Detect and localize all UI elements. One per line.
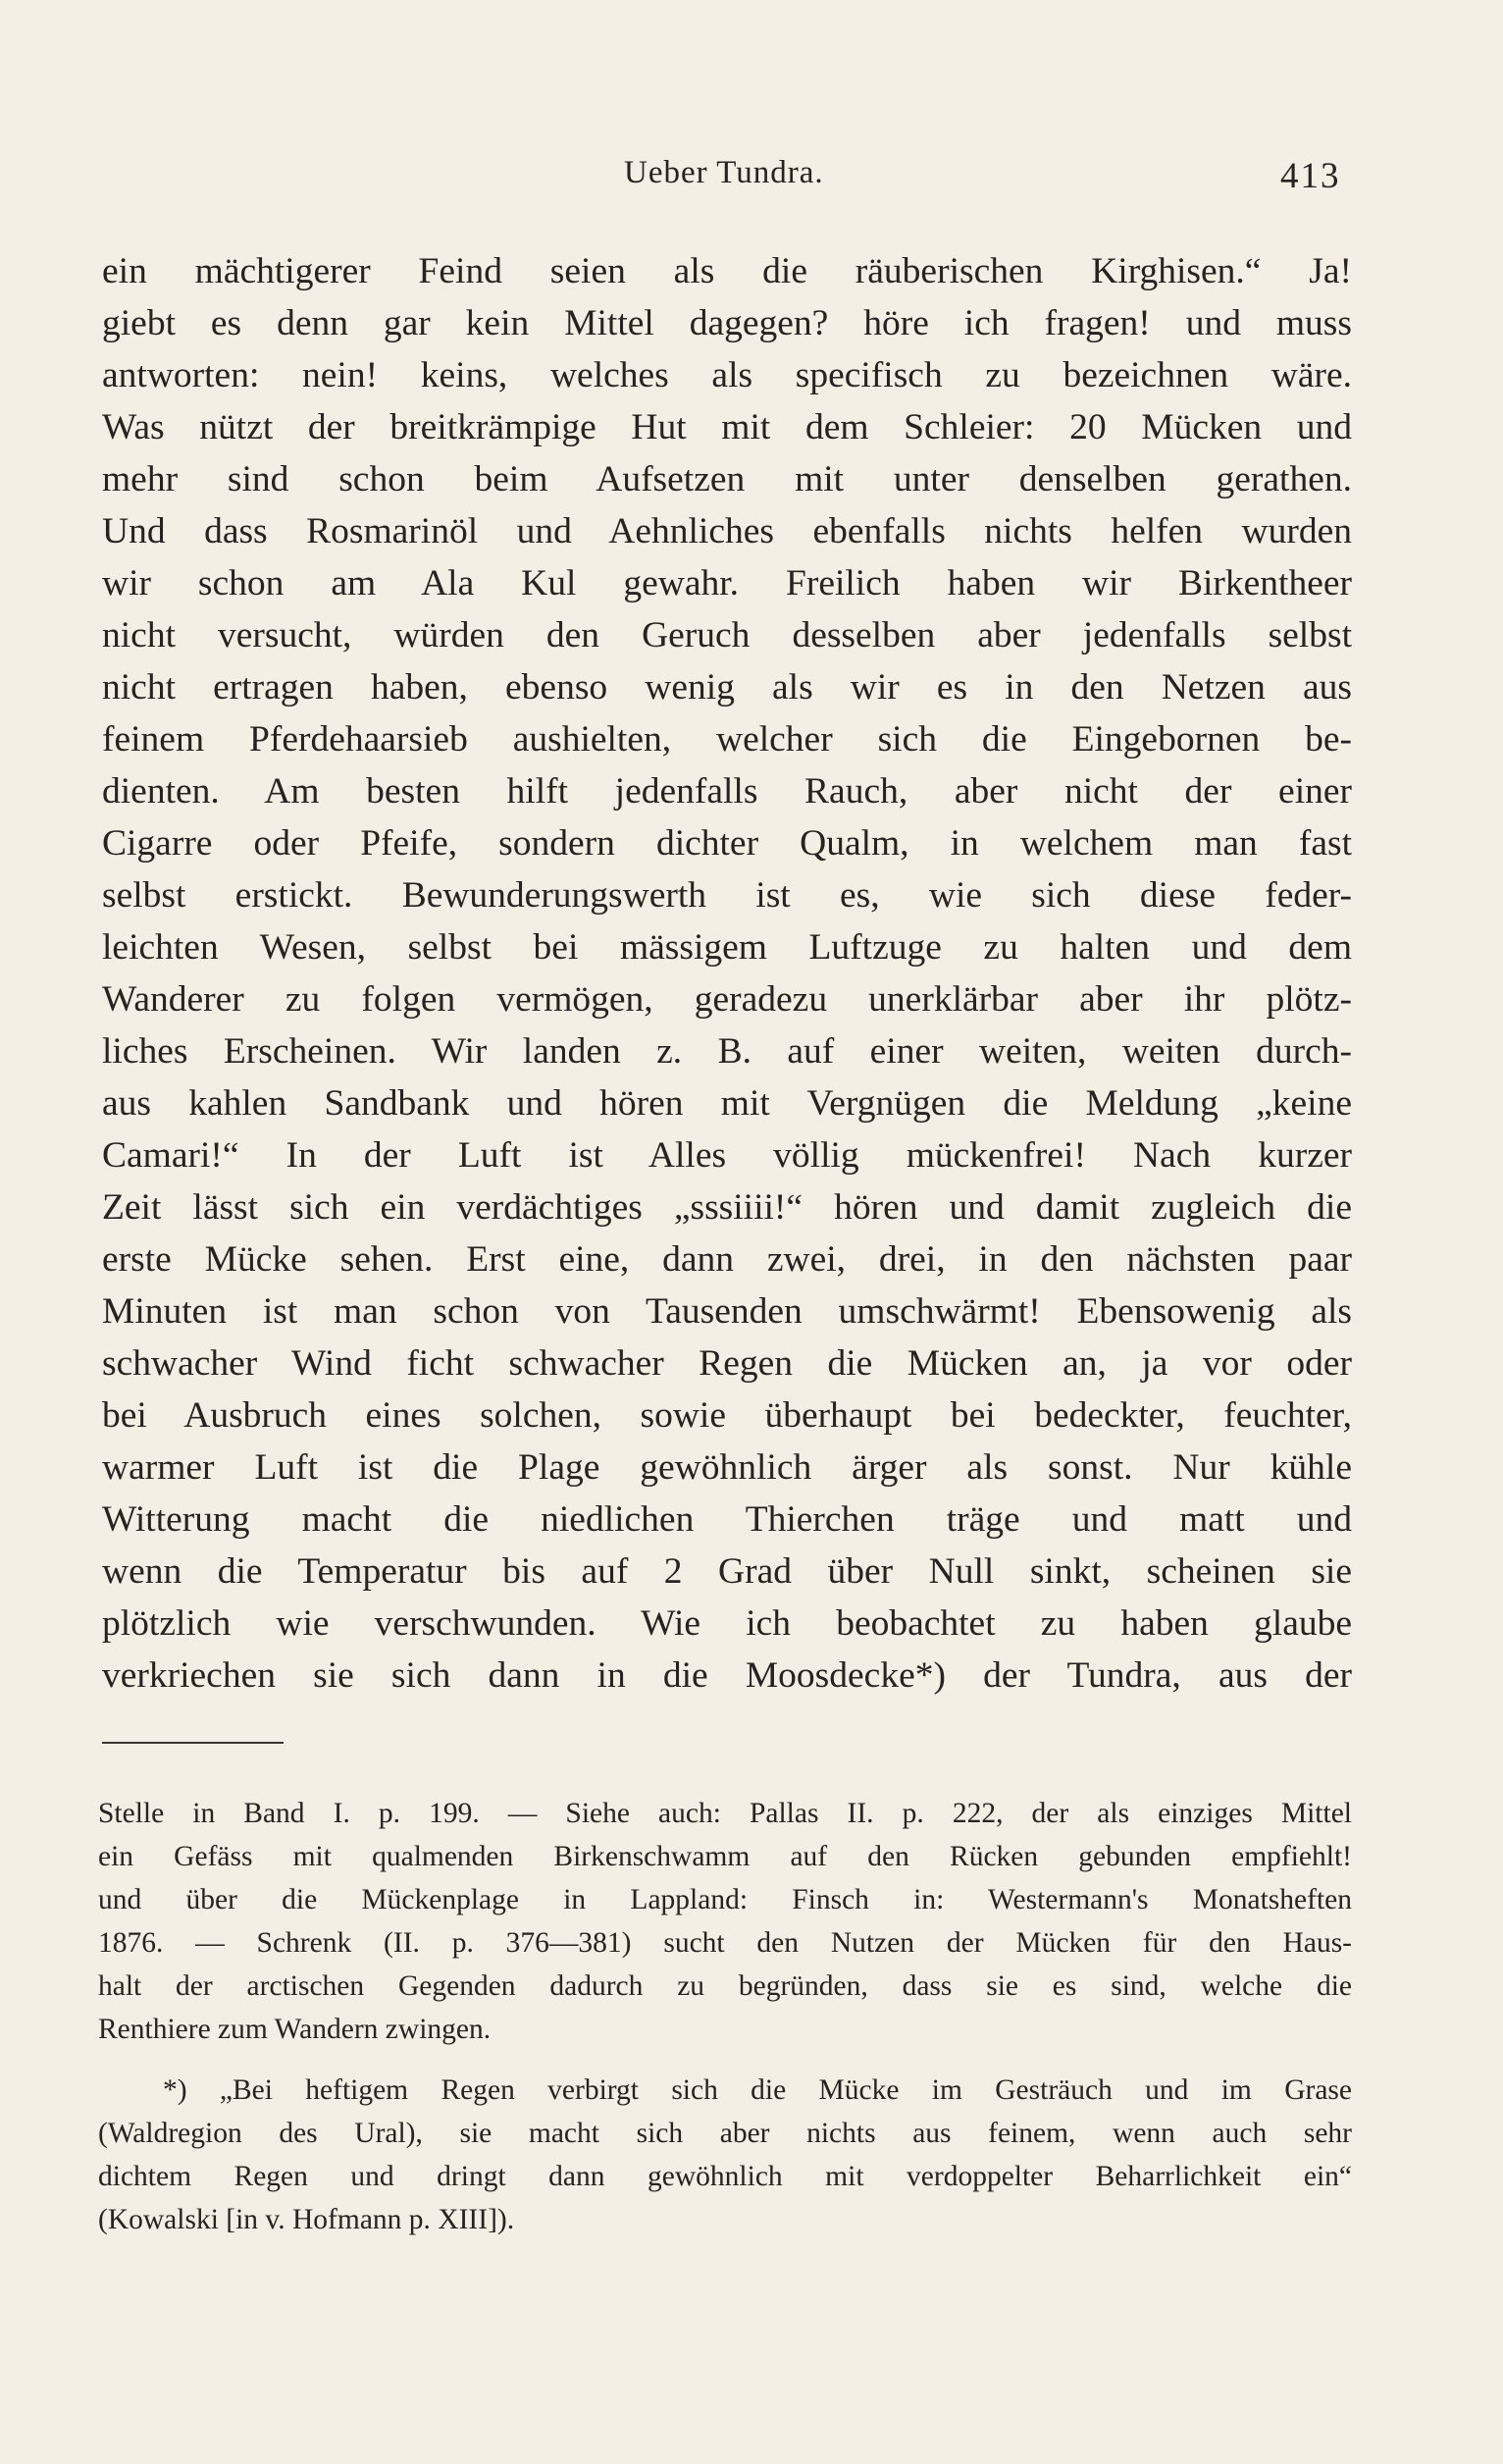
body-line: Witterung macht die niedlichen Thierchen träge und matt und bbox=[102, 1499, 1352, 1540]
body-line: ein mächtigerer Feind seien als die räuberischen Kirghisen.“ Ja! bbox=[102, 251, 1352, 291]
body-line: antworten: nein! keins, welches als specifisch zu bezeichnen wäre. bbox=[102, 355, 1352, 395]
running-title: Ueber Tundra. bbox=[624, 155, 824, 190]
footnote-line: Renthiere zum Wandern zwingen. bbox=[98, 2014, 492, 2045]
body-line: leichten Wesen, selbst bei mässigem Luftzuge zu halten und dem bbox=[102, 927, 1352, 968]
body-line: selbst erstickt. Bewunderungswerth ist es, wie sich diese feder- bbox=[102, 875, 1352, 916]
body-line: feinem Pferdehaarsieb aushielten, welcher sich die Eingebornen be- bbox=[102, 719, 1352, 760]
body-line: nicht ertragen haben, ebenso wenig als wir es in den Netzen aus bbox=[102, 667, 1352, 708]
body-line: warmer Luft ist die Plage gewöhnlich ärger als sonst. Nur kühle bbox=[102, 1447, 1352, 1488]
footnote-line: *) „Bei heftigem Regen verbirgt sich die Mücke im Gesträuch und im Grase bbox=[163, 2074, 1352, 2106]
footnote-line: dichtem Regen und dringt dann gewöhnlich mit verdoppelter Beharrlichkeit ein“ bbox=[98, 2161, 1352, 2192]
footnote-line: und über die Mückenplage in Lappland: Finsch in: Westermann's Monatsheften bbox=[98, 1884, 1352, 1915]
body-line: plötzlich wie verschwunden. Wie ich beobachtet zu haben glaube bbox=[102, 1603, 1352, 1644]
footnote-line: halt der arctischen Gegenden dadurch zu begründen, dass sie es sind, welche die bbox=[98, 1970, 1352, 2002]
body-line: wenn die Temperatur bis auf 2 Grad über Null sinkt, scheinen sie bbox=[102, 1551, 1352, 1592]
body-line: Camari!“ In der Luft ist Alles völlig mückenfrei! Nach kurzer bbox=[102, 1135, 1352, 1176]
footnote-continuation bbox=[98, 1792, 1352, 2051]
footnote-line: (Kowalski [in v. Hofmann p. XIII]). bbox=[98, 2204, 515, 2235]
body-line: Zeit lässt sich ein verdächtiges „sssiiii!“ hören und damit zugleich die bbox=[102, 1187, 1352, 1228]
footnote-line: ein Gefäss mit qualmenden Birkenschwamm auf den Rücken gebunden empfiehlt! bbox=[98, 1841, 1352, 1872]
footnote-rule bbox=[102, 1742, 284, 1744]
body-line: Und dass Rosmarinöl und Aehnliches ebenfalls nichts helfen wurden bbox=[102, 511, 1352, 551]
footnotes bbox=[98, 1792, 1352, 2241]
body-line: Was nützt der breitkrämpige Hut mit dem Schleier: 20 Mücken und bbox=[102, 407, 1352, 447]
body-line: verkriechen sie sich dann in die Moosdecke*) der Tundra, aus der bbox=[102, 1655, 1352, 1696]
footnote-line: 1876. — Schrenk (II. p. 376—381) sucht den Nutzen der Mücken für den Haus- bbox=[98, 1927, 1352, 1959]
body-line: erste Mücke sehen. Erst eine, dann zwei, drei, in den nächsten paar bbox=[102, 1239, 1352, 1280]
body-line: dienten. Am besten hilft jedenfalls Rauch, aber nicht der einer bbox=[102, 771, 1352, 812]
body-line: liches Erscheinen. Wir landen z. B. auf einer weiten, weiten durch- bbox=[102, 1031, 1352, 1072]
body-line: Wanderer zu folgen vermögen, geradezu unerklärbar aber ihr plötz- bbox=[102, 979, 1352, 1020]
body-line: Cigarre oder Pfeife, sondern dichter Qualm, in welchem man fast bbox=[102, 823, 1352, 864]
footnote-line: Stelle in Band I. p. 199. — Siehe auch: Pallas II. p. 222, der als einziges Mittel bbox=[98, 1798, 1352, 1829]
body-text bbox=[102, 245, 1352, 1702]
footnote-asterisk bbox=[98, 2069, 1352, 2241]
footnote-line: (Waldregion des Ural), sie macht sich aber nichts aus feinem, wenn auch sehr bbox=[98, 2118, 1352, 2149]
body-line: giebt es denn gar kein Mittel dagegen? höre ich fragen! und muss bbox=[102, 303, 1352, 343]
body-line: mehr sind schon beim Aufsetzen mit unter denselben gerathen. bbox=[102, 459, 1352, 499]
body-line: aus kahlen Sandbank und hören mit Vergnügen die Meldung „keine bbox=[102, 1083, 1352, 1124]
running-header bbox=[0, 155, 1503, 204]
body-line: wir schon am Ala Kul gewahr. Freilich haben wir Birkentheer bbox=[102, 563, 1352, 603]
body-line: Minuten ist man schon von Tausenden umschwärmt! Ebensowenig als bbox=[102, 1291, 1352, 1332]
body-line: bei Ausbruch eines solchen, sowie überhaupt bei bedeckter, feuchter, bbox=[102, 1395, 1352, 1436]
page-number: 413 bbox=[1280, 156, 1341, 196]
body-line: schwacher Wind ficht schwacher Regen die Mücken an, ja vor oder bbox=[102, 1343, 1352, 1384]
body-line: nicht versucht, würden den Geruch desselben aber jedenfalls selbst bbox=[102, 615, 1352, 655]
